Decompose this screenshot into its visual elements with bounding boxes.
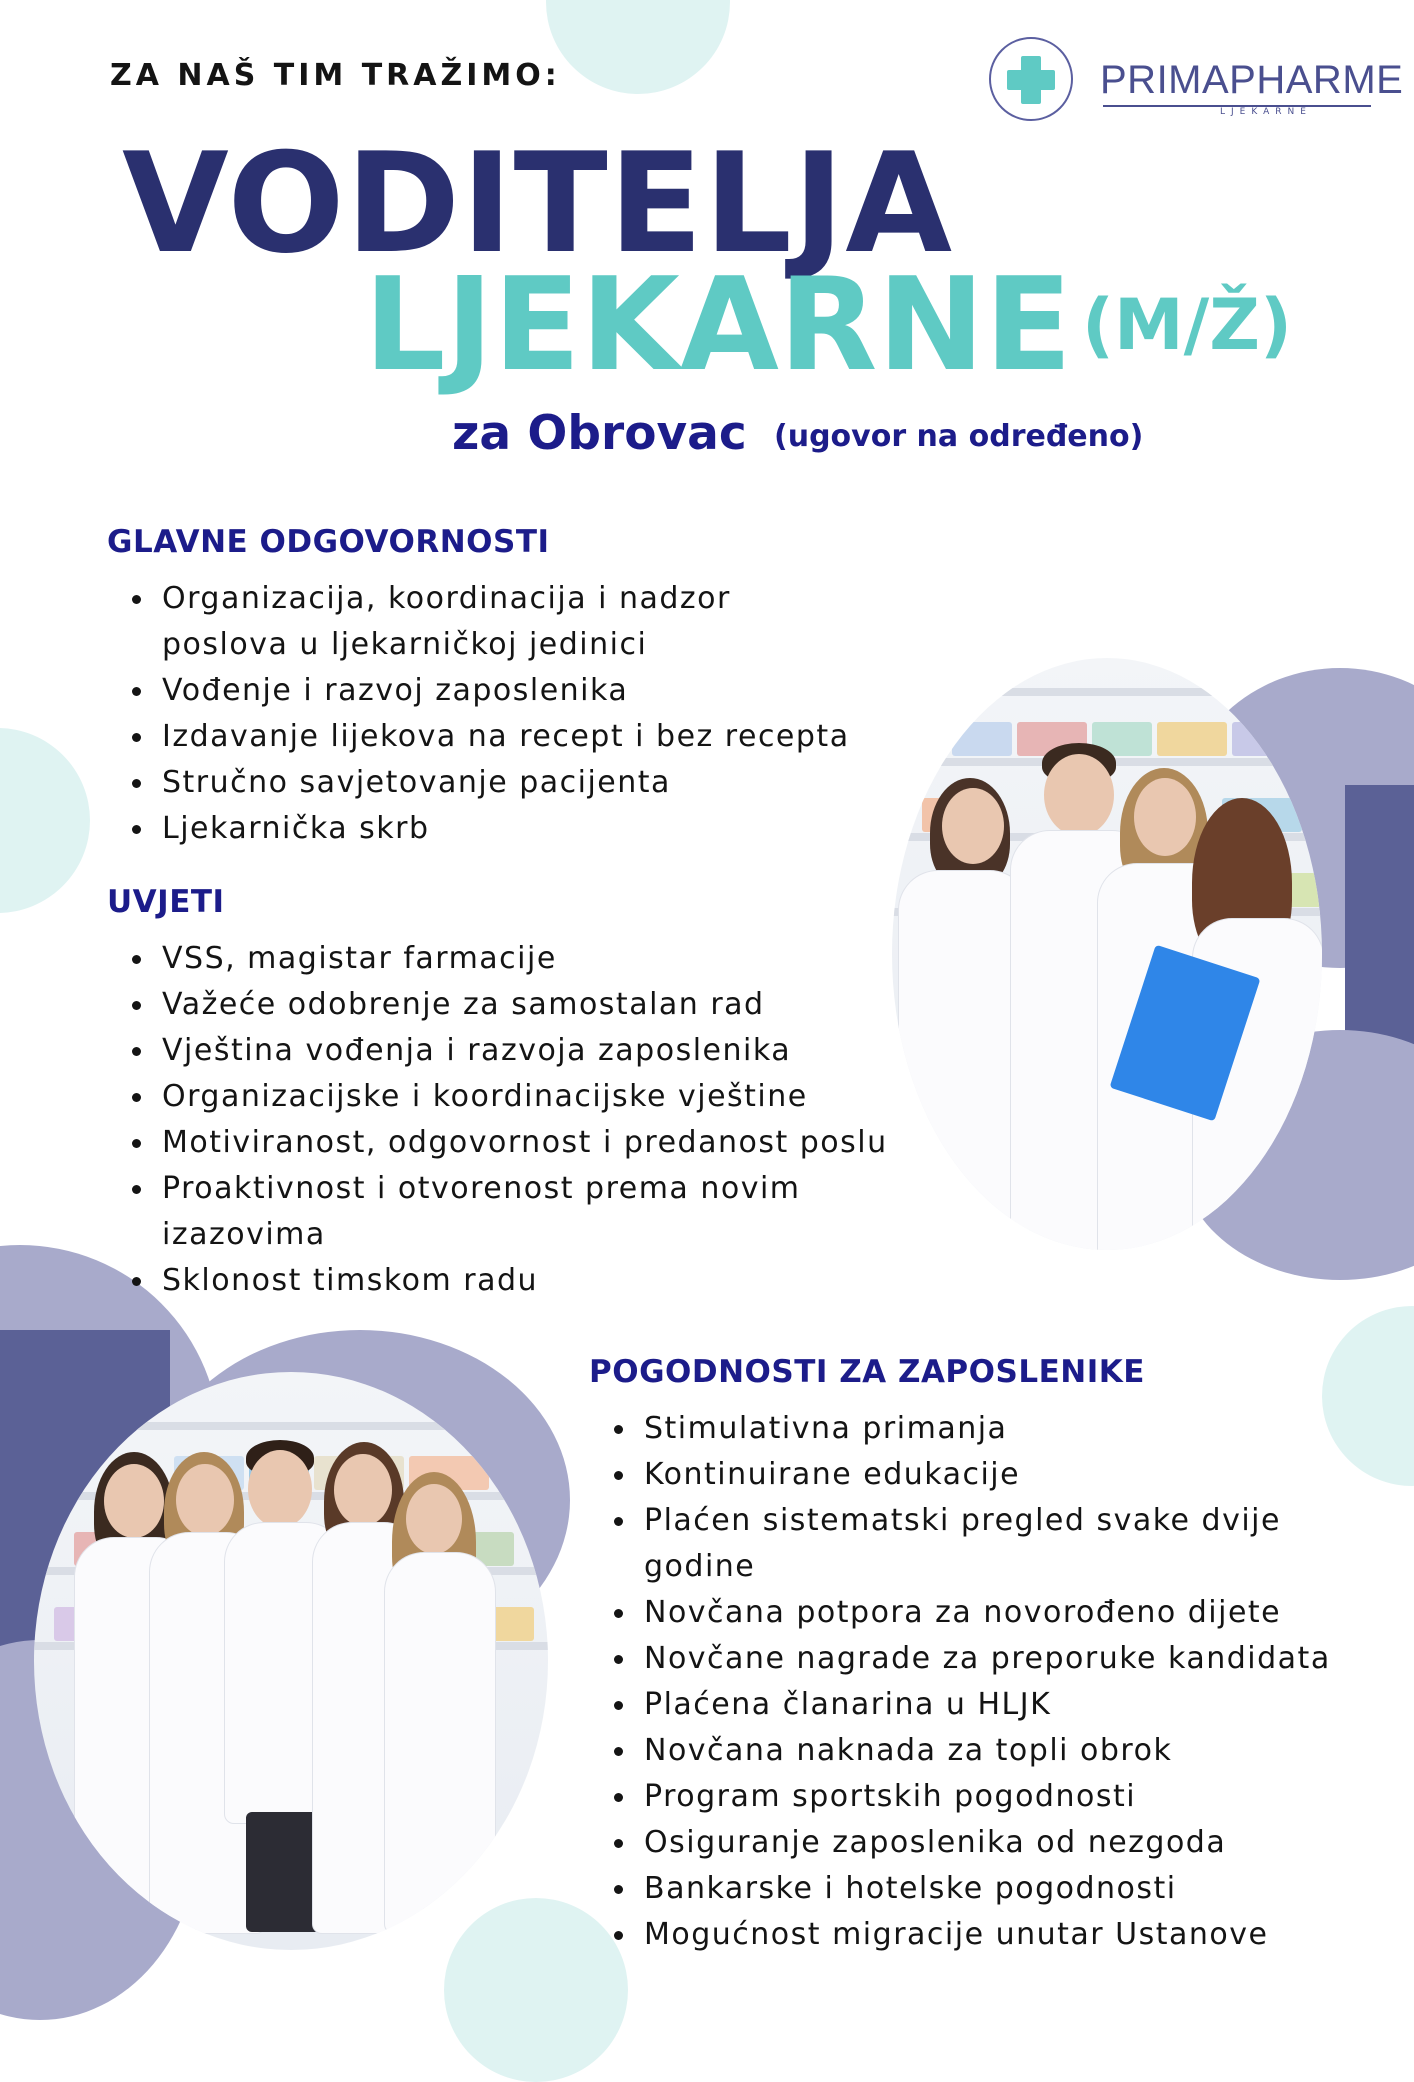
list-item: Organizacijske i koordinacijske vještine	[110, 1074, 930, 1120]
plus-icon-bar	[1007, 70, 1055, 90]
section-title-responsibilities: GLAVNE ODGOVORNOSTI	[107, 524, 550, 560]
list-item: Osiguranje zaposlenika od nezgoda	[592, 1820, 1392, 1866]
list-item: Izdavanje lijekova na recept i bez recepta	[110, 714, 930, 760]
logo-tagline: LJEKARNE	[1220, 107, 1312, 117]
list-item: Vođenje i razvoj zaposlenika	[110, 668, 930, 714]
list-item: Novčane nagrade za preporuke kandidata	[592, 1636, 1392, 1682]
list-item: Motiviranost, odgovornost i predanost poslu	[110, 1120, 930, 1166]
list-item: VSS, magistar farmacije	[110, 936, 930, 982]
location-text: za Obrovac	[452, 406, 747, 461]
title-line1: VODITELJA	[122, 123, 954, 284]
list-item: Ljekarnička skrb	[110, 806, 930, 852]
list-item: Proaktivnost i otvorenost prema novim	[110, 1166, 930, 1212]
list-item-continuation: poslova u ljekarničkoj jedinici	[162, 627, 648, 662]
decor-circle-top	[546, 0, 730, 94]
list-item-continuation: godine	[644, 1549, 756, 1584]
contract-text: (ugovor na određeno)	[774, 419, 1144, 454]
list-item: Važeće odobrenje za samostalan rad	[110, 982, 930, 1028]
list-item: Bankarske i hotelske pogodnosti	[592, 1866, 1392, 1912]
list-item: Stručno savjetovanje pacijenta	[110, 760, 930, 806]
section-title-conditions: UVJETI	[107, 884, 225, 920]
benefits-list	[592, 1406, 1392, 1958]
logo-name: PRIMAPHARME	[1100, 58, 1404, 102]
list-item: Sklonost timskom radu	[110, 1258, 930, 1304]
list-item: Program sportskih pogodnosti	[592, 1774, 1392, 1820]
conditions-list	[110, 936, 930, 1304]
intro-text: ZA NAŠ TIM TRAŽIMO:	[110, 58, 561, 93]
list-item: Novčana naknada za topli obrok	[592, 1728, 1392, 1774]
team-photo-left	[34, 1372, 548, 1950]
list-item: Mogućnost migracije unutar Ustanove	[592, 1912, 1392, 1958]
section-title-benefits: POGODNOSTI ZA ZAPOSLENIKE	[589, 1354, 1145, 1390]
list-item: Organizacija, koordinacija i nadzor	[110, 576, 930, 622]
list-item: Vještina vođenja i razvoja zaposlenika	[110, 1028, 930, 1074]
title-gender-suffix: (M/Ž)	[1082, 284, 1292, 366]
list-item: Kontinuirane edukacije	[592, 1452, 1392, 1498]
list-item: Plaćena članarina u HLJK	[592, 1682, 1392, 1728]
list-item-continuation: izazovima	[162, 1217, 326, 1252]
list-item: Plaćen sistematski pregled svake dvije	[592, 1498, 1392, 1544]
title-line2: LJEKARNE	[364, 251, 1072, 400]
responsibilities-list	[110, 576, 930, 852]
list-item: Novčana potpora za novorođeno dijete	[592, 1590, 1392, 1636]
team-photo-right	[892, 658, 1322, 1250]
decor-circle-left	[0, 728, 90, 913]
list-item: Stimulativna primanja	[592, 1406, 1392, 1452]
